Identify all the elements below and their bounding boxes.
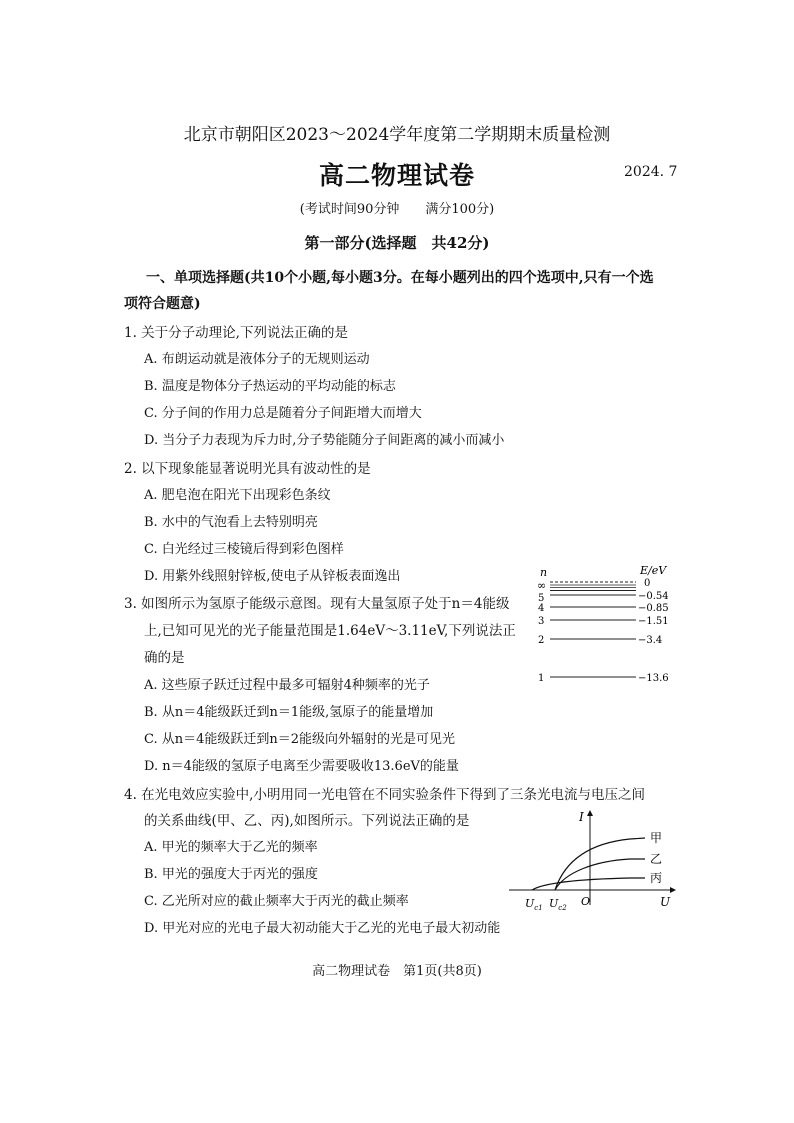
level-n-2: 2: [538, 635, 545, 646]
level-energy-1: −13.6: [638, 673, 669, 684]
curve-label-jia: 甲: [650, 831, 663, 845]
curve-yi: [555, 859, 645, 890]
question-2-option-c: C. 白光经过三棱镜后得到彩色图样: [144, 542, 344, 557]
cutoff-voltage-2-label: $U_{c2}$: [549, 897, 567, 912]
question-1-option-a: A. 布朗运动就是液体分子的无规则运动: [144, 352, 370, 367]
level-energy-3: −1.51: [638, 616, 669, 627]
question-3-option-a: A. 这些原子跃迁过程中最多可辐射4种频率的光子: [144, 678, 430, 693]
exam-header-line: 北京市朝阳区2023～2024学年度第二学期期末质量检测: [183, 125, 611, 145]
cutoff-voltage-1-label: $U_{c1}$: [525, 897, 543, 912]
energy-diagram-e-label: E/eV: [640, 564, 667, 577]
level-n-5: 5: [538, 593, 545, 604]
curve-label-yi: 乙: [650, 852, 663, 866]
level-energy-5: −0.54: [638, 591, 669, 602]
question-1-option-b: B. 温度是物体分子热运动的平均动能的标志: [144, 379, 396, 394]
question-2-option-a: A. 肥皂泡在阳光下出现彩色条纹: [144, 488, 331, 503]
question-1-option-c: C. 分子间的作用力总是随着分子间距增大而增大: [144, 406, 422, 421]
level-n-3: 3: [538, 616, 545, 627]
exam-info: (考试时间90分钟 满分100分): [299, 202, 495, 217]
question-2-option-d: D. 用紫外线照射锌板,使电子从锌板表面逸出: [144, 569, 401, 584]
question-2-stem: 2. 以下现象能显著说明光具有波动性的是: [124, 461, 371, 477]
question-4-stem-line1: 4. 在光电效应实验中,小明用同一光电管在不同实验条件下得到了三条光电流与电压之间: [124, 787, 645, 803]
exam-date: 2024. 7: [624, 164, 678, 180]
question-4-option-c: C. 乙光所对应的截止频率大于丙光的截止频率: [144, 894, 409, 909]
level-energy-4: −0.85: [638, 603, 669, 614]
page-footer: 高二物理试卷 第1页(共8页): [312, 964, 482, 979]
curve-label-bing: 丙: [650, 871, 663, 885]
photocurrent-voltage-graph: [505, 805, 685, 915]
question-3-option-b: B. 从n＝4能级跃迁到n＝1能级,氢原子的能量增加: [144, 705, 434, 720]
curve-jia: [555, 838, 645, 890]
level-energy-2: −3.4: [638, 635, 663, 646]
page-title: 高二物理试卷: [318, 161, 475, 190]
level-n-4: 4: [538, 603, 545, 614]
question-4-stem-line2: 的关系曲线(甲、乙、丙),如图所示。下列说法正确的是: [144, 813, 470, 829]
part-title: 第一部分(选择题 共42分): [304, 234, 490, 252]
section-instruction-line1: 一、单项选择题(共10个小题,每小题3分。在每小题列出的四个选项中,只有一个选: [146, 270, 654, 286]
graph-y-label: I: [579, 810, 584, 824]
question-1-option-d: D. 当分子力表现为斥力时,分子势能随分子间距离的减小而减小: [144, 433, 505, 448]
question-4-option-b: B. 甲光的强度大于丙光的强度: [144, 867, 318, 882]
question-3-option-c: C. 从n＝4能级跃迁到n＝2能级向外辐射的光是可见光: [144, 732, 456, 747]
energy-diagram-n-label: n: [540, 566, 548, 579]
energy-level-diagram: [532, 560, 682, 690]
level-n-infinity: ∞: [537, 579, 547, 592]
curve-bing: [532, 878, 645, 890]
section-instruction-line2: 项符合题意): [124, 296, 201, 312]
question-3-option-d: D. n＝4能级的氢原子电离至少需要吸收13.6eV的能量: [144, 759, 459, 774]
level-energy-infinity: 0: [644, 578, 651, 589]
question-2-option-b: B. 水中的气泡看上去特别明亮: [144, 515, 318, 530]
question-1-stem: 1. 关于分子动理论,下列说法正确的是: [124, 325, 348, 341]
question-4-option-d: D. 甲光对应的光电子最大初动能大于乙光的光电子最大初动能: [144, 921, 501, 936]
graph-origin-label: O: [581, 895, 591, 908]
question-4-option-a: A. 甲光的频率大于乙光的频率: [144, 840, 318, 855]
question-3-stem-line1: 3. 如图所示为氢原子能级示意图。现有大量氢原子处于n＝4能级: [124, 596, 510, 612]
question-3-stem-line2: 上,已知可见光的光子能量范围是1.64eV～3.11eV,下列说法正: [144, 623, 516, 639]
graph-x-label: U: [660, 895, 671, 909]
question-3-stem-line3: 确的是: [144, 650, 185, 666]
level-n-1: 1: [538, 673, 545, 684]
